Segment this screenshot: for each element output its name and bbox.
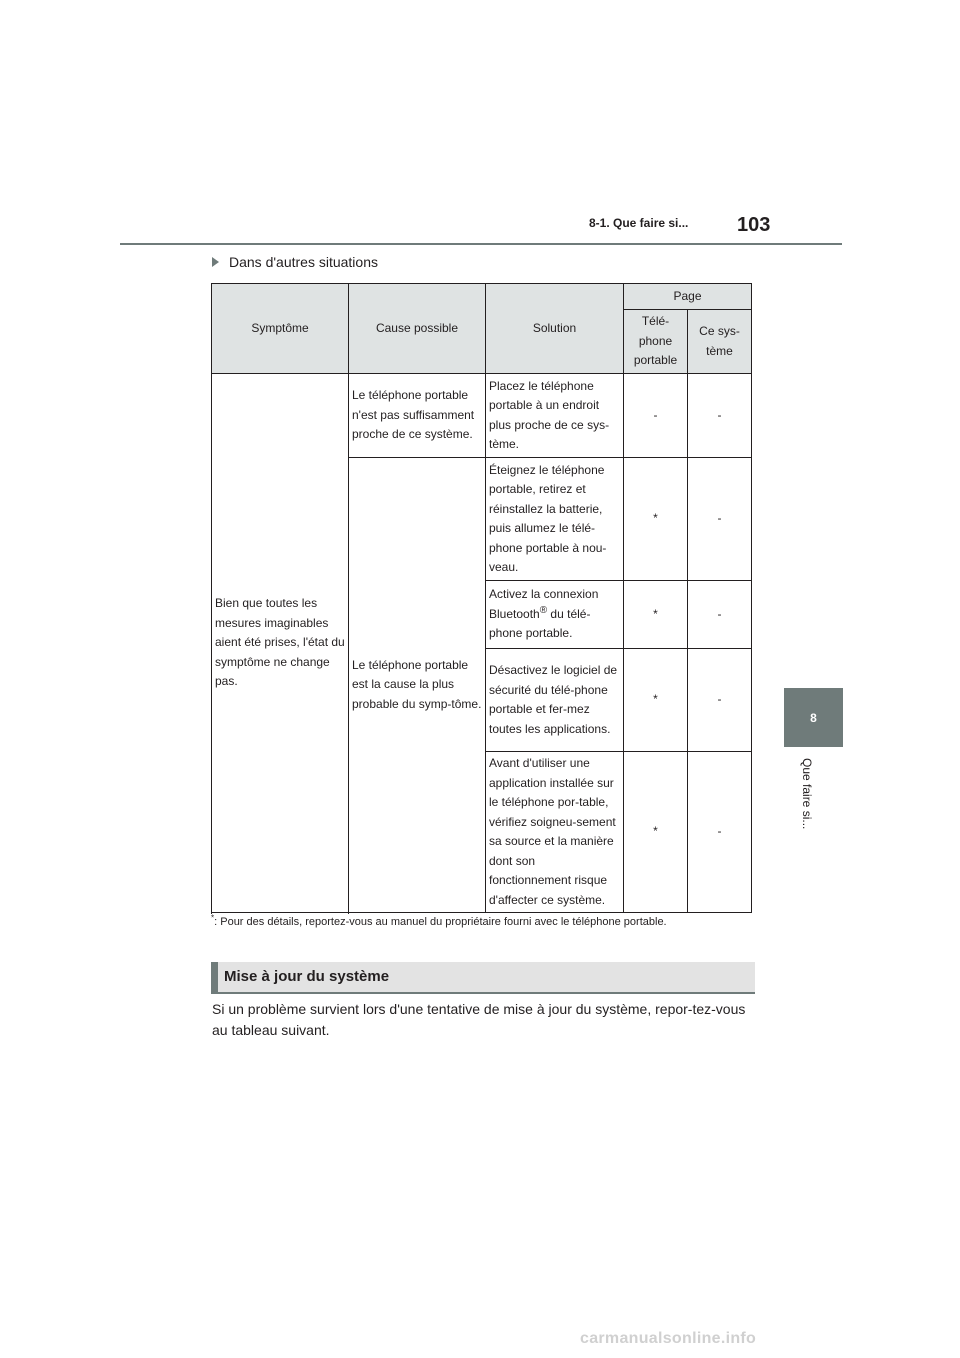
header-system: Ce sys- tème: [688, 310, 752, 374]
solution-cell: Placez le téléphone portable à un endroit plus proche de ce sys-tème.: [486, 374, 624, 458]
section-body: Si un problème survient lors d'une tentative de mise à jour du système, repor-tez-vous au tableau suivant.: [212, 1001, 746, 1038]
watermark: carmanualsonline.info: [580, 1330, 757, 1347]
cause-cell-2: Le téléphone portable est la cause la plus probable du symp-tôme.: [349, 458, 486, 913]
page-phone-cell: *: [624, 649, 688, 752]
troubleshooting-table: [211, 283, 752, 913]
page-system-cell: -: [688, 581, 752, 649]
header-phone: Télé- phone portable: [624, 310, 688, 374]
solution-text: du télé-phone portable.: [489, 606, 591, 641]
solution-cell: Avant d'utiliser une application installée sur le téléphone por-table, vérifiez soigneu-sement sa source et la manière dont son fonctionnement risque d'affecter ce système.: [486, 752, 624, 913]
page-phone-cell: *: [624, 752, 688, 913]
page-phone-cell: *: [624, 581, 688, 649]
symptom-cell: Bien que toutes les mesures imaginables aient été prises, l'état du symptôme ne change pas.: [212, 374, 349, 913]
header-symptom: Symptôme: [212, 284, 349, 374]
header-divider: [120, 243, 842, 245]
cause-cell-1: Le téléphone portable n'est pas suffisamment proche de ce système.: [349, 374, 486, 458]
solution-cell: Désactivez le logiciel de sécurité du télé-phone portable et fer-mez toutes les applications.: [486, 649, 624, 752]
page-system-cell: -: [688, 374, 752, 458]
header-cause: Cause possible: [349, 284, 486, 374]
page-system-cell: -: [688, 752, 752, 913]
subheading: [212, 254, 378, 270]
registered-mark: ®: [539, 604, 548, 616]
footnote-marker: *: [211, 913, 215, 923]
solution-text: Activez la connexion Bluetooth: [489, 587, 599, 621]
header-solution: Solution: [486, 284, 624, 374]
section-title: Mise à jour du système: [224, 968, 390, 985]
table-footnote: [211, 913, 667, 928]
page-number: 103: [737, 214, 771, 236]
page-system-cell: -: [688, 649, 752, 752]
footnote-text: : Pour des détails, reportez-vous au manuel du propriétaire fourni avec le téléphone portable.: [214, 916, 667, 928]
page-phone-cell: *: [624, 458, 688, 581]
solution-cell: [486, 581, 624, 649]
page-phone-cell: -: [624, 374, 688, 458]
chapter-tab: [784, 688, 843, 747]
triangle-bullet-icon: [212, 257, 219, 267]
chapter-side-label: Que faire si...: [800, 758, 814, 830]
header-page: Page: [624, 284, 752, 310]
chapter-number: 8: [810, 710, 817, 725]
solution-cell: Éteignez le téléphone portable, retirez et réinstallez la batterie, puis allumez le télé-phone portable à nou-veau.: [486, 458, 624, 581]
page-system-cell: -: [688, 458, 752, 581]
subheading-text: Dans d'autres situations: [229, 254, 378, 270]
section-heading-bar: [211, 962, 755, 994]
section-header: 8-1. Que faire si...: [589, 216, 689, 230]
